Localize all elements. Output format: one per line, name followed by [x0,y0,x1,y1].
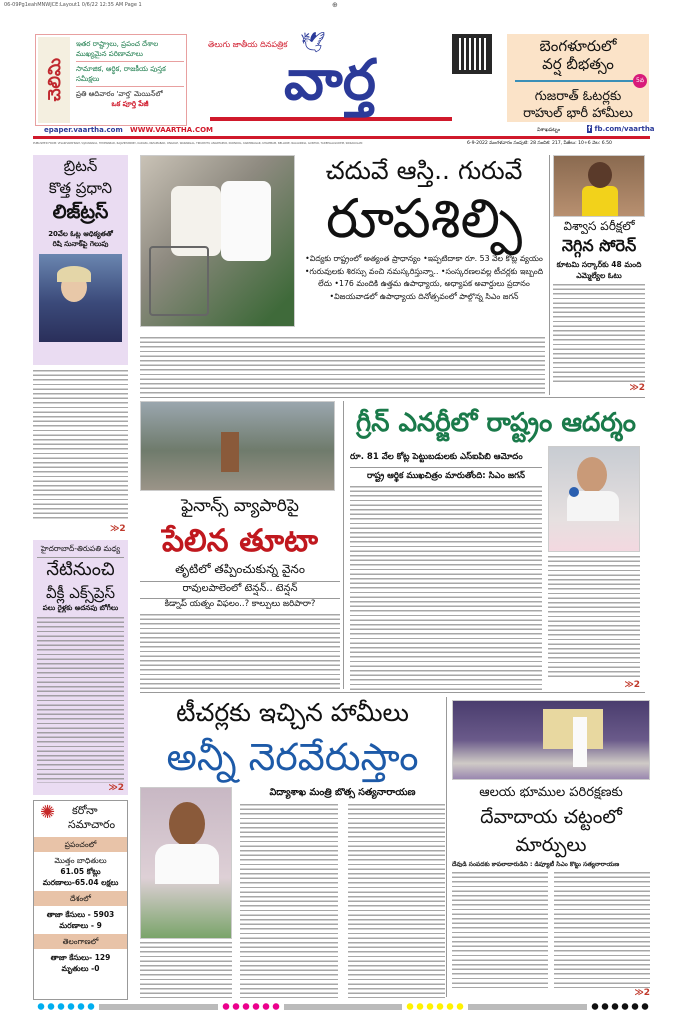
teachers-story[interactable] [140,695,445,998]
facebook-icon: f [588,125,592,133]
soren-story[interactable] [553,155,645,393]
logo-underline [210,117,452,121]
facebook-link[interactable] [587,125,655,133]
train-headline: వీక్లీ ఎక్స్‌ప్రెస్ [45,584,116,602]
corona-title: కరోనా [72,804,98,817]
tagline: తెలుగు జాతీయ దినపత్రిక [208,40,288,49]
teachers-headline: అన్నీ నెరవేరుస్తాం [166,735,419,779]
corona-stat: మృతులు -0 [61,964,100,973]
finance-sub: కిడ్నాప్ యత్నం విఫలం..? కాల్పులు జరిపారా? [164,599,316,609]
continued-marker[interactable]: ≫2 [108,783,124,793]
temple-photo[interactable] [452,700,650,780]
soren-sub: కూటమి సర్కార్‌కు 48 మంది ఎమ్మెల్యేల ఓటు [556,260,642,280]
teachers-sub: విద్యాశాఖ మంత్రి బొత్స సత్యనారాయణ [269,787,416,798]
temple-story[interactable] [452,700,650,998]
temple-headline: దేవాదాయ చట్టంలో మార్పులు [480,806,622,856]
color-registration-bar [36,1003,650,1010]
website-link[interactable]: WWW.VAARTHA.COM [130,126,213,134]
page-badge: 5వ [633,74,647,88]
green-body [350,486,542,690]
soren-photo[interactable] [553,155,645,217]
teaser-line: బెంగళూరులో [539,37,617,55]
slug-line: 06-09Pg1eahMNWJCE:Layout1 0/6/22 12:35 AM Page 1 [4,2,142,8]
corona-band: దేశంలో [34,891,127,906]
lead-bullets: •విద్యకు రాష్ట్రంలో అత్యంత ప్రాధాన్యం •ఇప్పటిదాకా రూ. 53 వేల కోట్ల వ్యయం •గురువులకు శిరస్సు వంచి నమస్కరిస్తున్నా.. •సంస్కరణలవల్ల టీచర్లకు ఇబ్బంది లేదు •176 మందికి ఉత్తమ ఉపాధ్యాయ, అధ్యాపక అవార్డులు ప్రదానం •విజయవాడలో ఉపాధ్యాయ దినోత్సవంలో పాల్గొన్న సిఎం జగన్ [304,254,544,301]
green-sub: రాష్ట్ర ఆర్థిక ముఖచిత్రం మారుతోంది: సిఎం జగన్ [366,471,525,481]
corona-stat: 61.05 కోట్లు [60,867,101,876]
finance-headline: పేలిన తూటా [161,523,319,559]
britain-sub: రిషి సునాక్‌పై గెలుపు [52,240,109,248]
temple-body-2 [554,872,650,988]
header-rule [33,136,650,139]
temple-kicker: ఆలయ భూముల పరిరక్షణకు [479,785,623,800]
britain-sub: 20వేల ఓట్ల ఆధిక్యతతో [48,230,113,238]
soren-kicker: విశ్వాస పరీక్షలో [563,219,635,233]
botsa-photo[interactable] [140,787,232,939]
teachers-body-2 [240,804,338,998]
teachers-body-3 [348,804,446,998]
green-body-2 [548,556,640,680]
liz-truss-photo [39,254,122,342]
epaper-link[interactable]: epaper.vaartha.com [44,126,123,134]
right-teaser[interactable] [507,34,649,122]
microphone-icon [569,487,579,497]
britain-body [33,370,128,520]
teachers-body-1 [140,942,232,998]
britain-headline: కొత్త ప్రధాని [48,179,113,197]
britain-story[interactable] [33,155,128,365]
green-story[interactable] [345,400,647,690]
corona-stat: మరణాలు - 9 [59,921,102,930]
dateline: 6-9-2022 మంగళవారం సంపుటి: 28 సంచిక: 217, పేజీలు: 10+6 వెల: 6.50 [467,141,612,146]
edition-name: విశాఖపట్నం [537,127,561,133]
teachers-kicker: టీచర్లకు ఇచ్చిన హామీలు [176,698,409,727]
published-from: PUBLISHED FROM: VISAKHAPATNAM, VIJAYAWADA, HYDERABAD, RAJAHMUNDRY, KADAPA, NIZAMABAD, ONGOLE, WARANGAL, TIRUPATHI, ANANTAPUR, KURNOOL, KARIMNAGAR, KHAMMAM, NELLORE, NALGONDA, GUNTUR, TADEPALLIGUDEM, SRIKAKULAM [33,142,363,145]
train-body [37,617,124,783]
temple-sub: దేవుడి సంపదకు కాపలాదారుడిని : డిప్యూటీ సిఎం కొట్టు సత్యనారాయణ [452,861,620,868]
dove-icon: 🕊 [300,30,326,54]
corona-stat: మరణాలు-65.04 లక్షలు [42,878,119,887]
corona-band: తెలంగాణలో [34,934,127,949]
temple-body-1 [452,872,548,988]
continued-marker[interactable]: ≫2 [624,680,640,690]
teaser-line: రాహుల్ భారీ హామీలు [523,106,633,121]
finance-body [140,614,340,689]
corona-stat: తాజా కేసులు - 5903 [46,910,115,919]
chelimi-logo: చెలిమి [44,58,65,102]
masthead-logo: వార్త [284,48,376,113]
corona-band: ప్రపంచంలో [34,837,127,852]
lead-headline: రూపశిల్పి [325,187,523,250]
qr-code[interactable] [452,34,492,74]
train-sub: పలు రైళ్లకు అదనపు బోగీలు [42,604,119,612]
lead-kicker: చదువే ఆస్తి.. గురువే [325,156,523,185]
registration-mark-icon: ⊕ [332,1,338,9]
green-sub: రూ. 81 వేల కోట్ల పెట్టుబడులకు ఎస్‌ఐపిబి ఆమోదం [350,452,542,468]
header-left-ad[interactable] [35,34,187,126]
train-story[interactable] [33,540,128,795]
green-headline: గ్రీన్ ఎనర్జీలో రాష్ట్రం ఆదర్శం [356,408,636,438]
teaser-line: గుజరాత్ ఓటర్లకు [534,89,622,104]
finance-story[interactable] [140,401,340,689]
britain-headline: బ్రిటన్ [63,157,98,175]
lead-text [300,155,548,303]
corona-box [33,800,128,1000]
continued-marker[interactable]: ≫2 [110,524,126,534]
virus-icon: ✺ [40,802,56,823]
corona-title: సమాచారం [68,818,116,831]
jagan-photo[interactable] [548,446,640,552]
corona-stat: తాజా కేసులు- 129 [50,953,111,962]
soren-body [553,284,645,383]
ad-line: సామాజిక, ఆర్థిక, రాజకీయ పుస్తక సమీక్షలు [76,62,184,87]
ad-line: ప్రతి ఆదివారం 'వార్త' మెయిన్‌లో [76,90,163,98]
ad-highlight: ఒక పూర్తి పేజీ [111,100,149,108]
finance-sub: రావులపాలెంలో టెన్షన్.. టెన్షన్ [140,582,340,599]
train-headline: నేటినుంచి [46,559,115,580]
britain-headline: లిజ్‌ట్రస్ [52,201,109,223]
soren-headline: నెగ్గిన సోరెన్ [561,236,637,255]
lead-body [140,337,545,395]
continued-marker[interactable]: ≫2 [629,383,645,393]
lead-photo[interactable] [140,155,295,327]
facebook-url: fb.com/vaartha [594,125,655,133]
finance-sub: తృటిలో తప్పించుకున్న వైనం [140,562,340,582]
teaser-line: వర్ష బీభత్సం [542,55,614,73]
finance-photo[interactable] [140,401,335,491]
ad-line: ఇతర రాష్ట్రాలు, ప్రపంచ దేశాల ముఖ్యమైన పరిణామాలు [76,39,184,62]
finance-kicker: ఫైనాన్స్ వ్యాపారిపై [181,496,299,516]
continued-marker[interactable]: ≫2 [634,988,650,998]
train-kicker: హైదరాబాద్-తిరుపతి మధ్య [37,544,124,558]
corona-stat: మొత్తం బాధితులు [54,856,107,865]
